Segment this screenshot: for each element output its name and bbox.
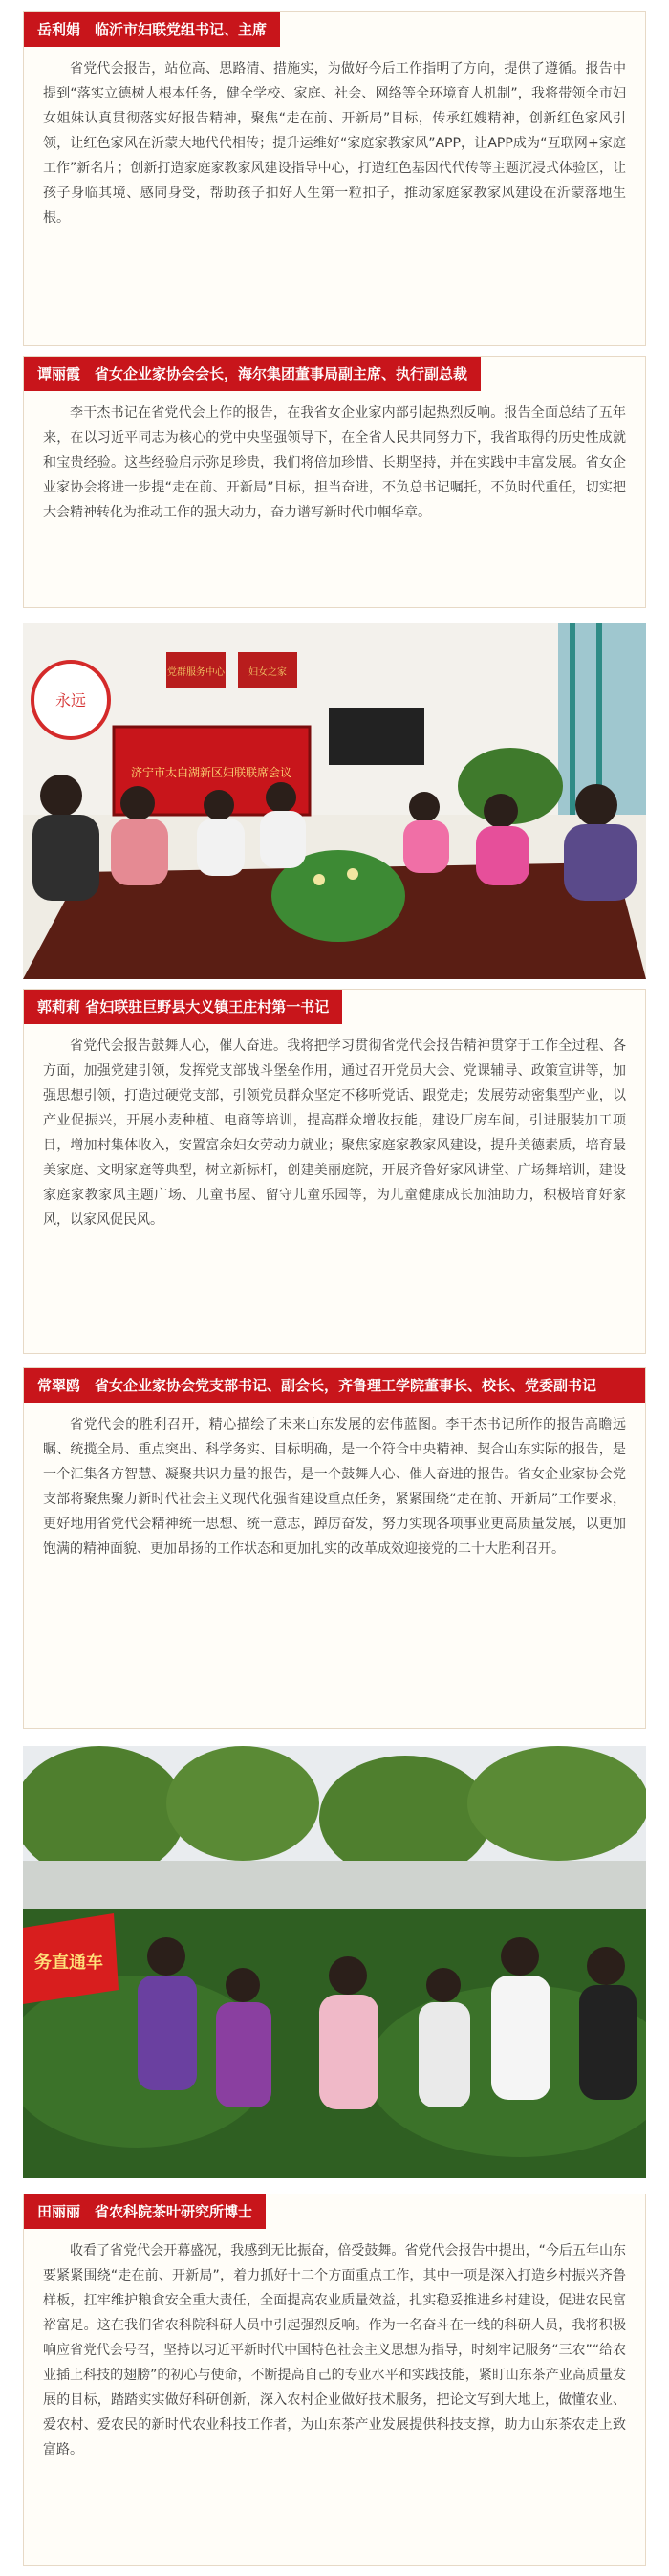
field-photo [23, 1746, 646, 2178]
speaker-heading-4: 常翠鸥 省女企业家协会党支部书记、副会长，齐鲁理工学院董事长、校长、党委副书记 [24, 1368, 645, 1403]
left-sign-text: 永远 [54, 691, 87, 709]
speaker-card-4 [23, 1367, 646, 1729]
speaker-quote-5: 收看了省党代会开幕盛况，我感到无比振奋，倍受鼓舞。省党代会报告中提出，“今后五年山东要紧紧围绕“走在前、开新局”，着力抓好十二个方面重点工作，其中一项是深入打造乡村振兴齐鲁样板，扛牢维护粮食安全重大责任，全面提高农业质量效益，扎实稳妥推进乡村建设，促进农民富裕富足。这在我们省农科院科研人员中引起强烈反响。作为一名奋斗在一线的科研人员，我将积极响应省党代会号召，坚持以习近平新时代中国特色社会主义思想为指导，时刻牢记服务“三农”“给农业插上科技的翅膀”的初心与使命，不断提高自己的专业水平和实践技能，紧盯山东茶产业高质量发展的目标，踏踏实实做好科研创新，深入农村企业做好技术服务，把论文写到大地上，做懂农业、爱农村、爱农民的新时代农业科技工作者，为山东茶产业发展提供科技支撑，助力山东茶农走上致富路。 [43, 2243, 626, 2457]
banner-text: 务直通车 [34, 1953, 103, 1973]
plaque-right-text: 妇女之家 [248, 667, 287, 678]
plaque-left-text: 党群服务中心 [167, 667, 225, 678]
speaker-heading-5: 田丽丽 省农科院茶叶研究所博士 [24, 2194, 266, 2229]
screen-text: 济宁市太白湖新区妇联联席会议 [130, 766, 292, 779]
speaker-heading-2: 谭丽霞 省女企业家协会会长，海尔集团董事局副主席、执行副总裁 [24, 357, 481, 391]
speaker-quote-4: 省党代会的胜利召开，精心描绘了未来山东发展的宏伟蓝图。李干杰书记所作的报告高瞻远瞩、统揽全局、重点突出、科学务实、目标明确，是一个符合中央精神、契合山东实际的报告，是一个汇集各方智慧、凝聚共识力量的报告，是一个鼓舞人心、催人奋进的报告。省女企业家协会党支部将聚焦聚力新时代社会主义现代化强省建设重点任务，紧紧围绕“走在前、开新局”工作要求，更好地用省党代会精神统一思想、统一意志，踔厉奋发，努力实现各项事业更高质量发展，以更加饱满的精神面貌、更加昂扬的工作状态和更加扎实的改革成效迎接党的二十大胜利召开。 [43, 1417, 626, 1557]
speaker-card-5 [23, 2194, 646, 2566]
speaker-heading-3: 郭莉莉 省妇联驻巨野县大义镇王庄村第一书记 [24, 990, 342, 1024]
speaker-heading-1: 岳利娟 临沂市妇联党组书记、主席 [24, 12, 280, 47]
field-illustration [23, 1746, 646, 2178]
speaker-quote-2: 李干杰书记在省党代会上作的报告，在我省女企业家内部引起热烈反响。报告全面总结了五年来，在以习近平同志为核心的党中央坚强领导下，在全省人民共同努力下，我省取得的历史性成就和宝贵经验。这些经验启示弥足珍贵，我们将倍加珍惜、长期坚持，并在实践中丰富发展。省女企业家协会将进一步提“走在前、开新局”目标，担当奋进，不负总书记嘱托，不负时代重任，切实把大会精神转化为推动工作的强大动力，奋力谱写新时代巾帼华章。 [43, 405, 626, 520]
meeting-illustration [23, 623, 646, 979]
speaker-card-1 [23, 11, 646, 346]
speaker-quote-3: 省党代会报告鼓舞人心，催人奋进。我将把学习贯彻省党代会报告精神贯穿于工作全过程、各方面，加强党建引领，发挥党支部战斗堡垒作用，通过召开党员大会、党课辅导、政策宣讲等，加强思想引领，打造过硬党支部，引领党员群众坚定不移听党话、跟党走；发展劳动密集型产业，以产业促振兴，开展小麦种植、电商等培训，提高群众增收技能，建设厂房车间，引进服装加工项目，增加村集体收入，安置富余妇女劳动力就业；聚焦家庭家教家风建设，提升美德素质，培育最美家庭、文明家庭等典型，树立新标杆，创建美丽庭院，开展齐鲁好家风讲堂、广场舞培训，建设家庭家教家风主题广场、儿童书屋、留守儿童乐园等，为儿童健康成长加油助力，积极培育好家风，以家风促民风。 [43, 1038, 626, 1228]
meeting-photo [23, 623, 646, 979]
speaker-quote-1: 省党代会报告，站位高、思路清、措施实，为做好今后工作指明了方向，提供了遵循。报告中提到“落实立德树人根本任务，健全学校、家庭、社会、网络等全环境育人机制”，我将带领全市妇女姐妹认真贯彻落实好报告精神，聚焦“走在前、开新局”目标，传承红嫂精神，创新红色家风引领，让红色家风在沂蒙大地代代相传；提升运维好“家庭家教家风”APP，让APP成为“互联网+家庭工作”新名片；创新打造家庭家教家风建设指导中心，打造红色基因代代传等主题沉浸式体验区，让孩子身临其境、感同身受，帮助孩子扣好人生第一粒扣子，推动家庭家教家风建设在沂蒙落地生根。 [43, 61, 626, 226]
speaker-card-2 [23, 356, 646, 608]
speaker-card-3 [23, 989, 646, 1354]
